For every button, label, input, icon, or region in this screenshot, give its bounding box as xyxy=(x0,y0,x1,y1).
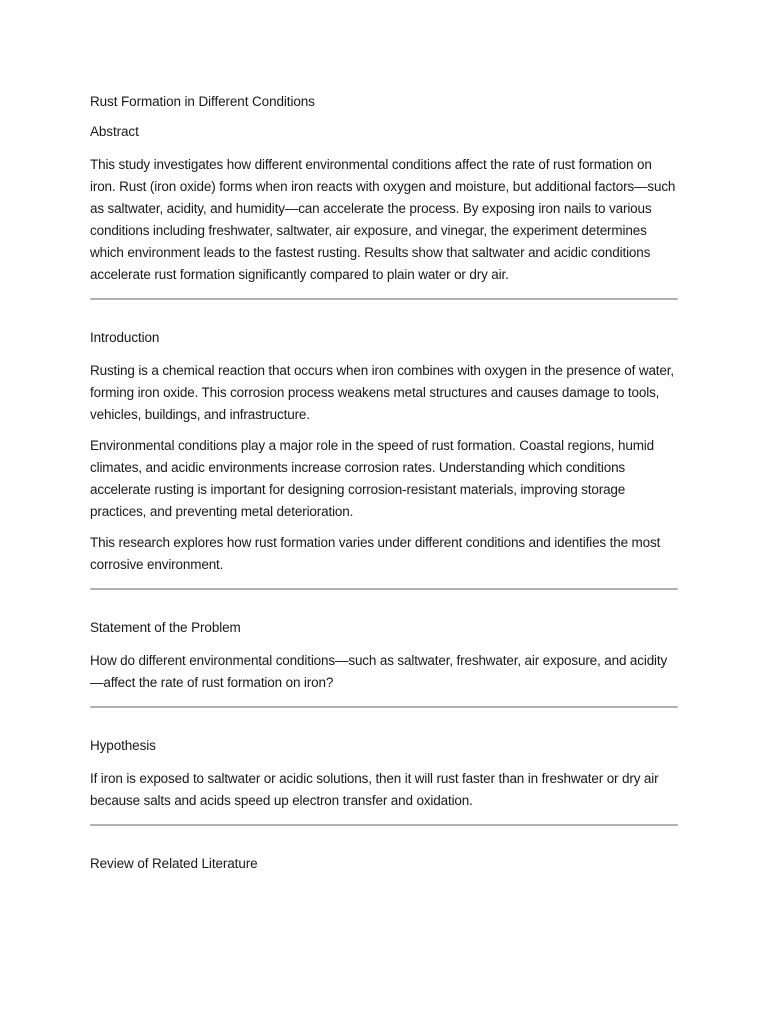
introduction-section xyxy=(90,328,678,576)
literature-section xyxy=(90,854,678,874)
abstract-heading: Abstract xyxy=(90,124,139,139)
section-divider xyxy=(90,588,678,590)
document-page xyxy=(90,92,678,886)
document-title: Rust Formation in Different Conditions xyxy=(90,94,315,109)
introduction-paragraph-2: Environmental conditions play a major role in the speed of rust formation. Coastal regions, humid climates, and acidic environments increase corrosion rates. Understanding which conditions accelerate rusting is important for designing corrosion-resistant materials, improving storage practices, and preventing metal deterioration. xyxy=(90,438,654,519)
hypothesis-section xyxy=(90,736,678,812)
problem-heading: Statement of the Problem xyxy=(90,620,241,635)
problem-section xyxy=(90,618,678,694)
introduction-heading: Introduction xyxy=(90,330,160,345)
abstract-section xyxy=(90,122,678,286)
hypothesis-paragraph: If iron is exposed to saltwater or acidic solutions, then it will rust faster than in freshwater or dry air because salts and acids speed up electron transfer and oxidation. xyxy=(90,771,659,808)
section-divider xyxy=(90,706,678,708)
problem-paragraph: How do different environmental conditions—such as saltwater, freshwater, air exposure, and acidity—affect the rate of rust formation on iron? xyxy=(90,653,668,690)
abstract-paragraph: This study investigates how different environmental conditions affect the rate of rust formation on iron. Rust (iron oxide) forms when iron reacts with oxygen and moisture, but additional factors—such as saltwater, acidity, and humidity—can accelerate the process. By exposing iron nails to various conditions including freshwater, saltwater, air exposure, and vinegar, the experiment determines which environment leads to the fastest rusting. Results show that saltwater and acidic conditions accelerate rust formation significantly compared to plain water or dry air. xyxy=(90,157,676,282)
literature-heading: Review of Related Literature xyxy=(90,856,258,871)
section-divider xyxy=(90,298,678,300)
section-divider xyxy=(90,824,678,826)
introduction-paragraph-3: This research explores how rust formation varies under different conditions and identifies the most corrosive environment. xyxy=(90,535,661,572)
hypothesis-heading: Hypothesis xyxy=(90,738,156,753)
introduction-paragraph-1: Rusting is a chemical reaction that occurs when iron combines with oxygen in the presence of water, forming iron oxide. This corrosion process weakens metal structures and causes damage to tools, vehicles, buildings, and infrastructure. xyxy=(90,363,674,422)
